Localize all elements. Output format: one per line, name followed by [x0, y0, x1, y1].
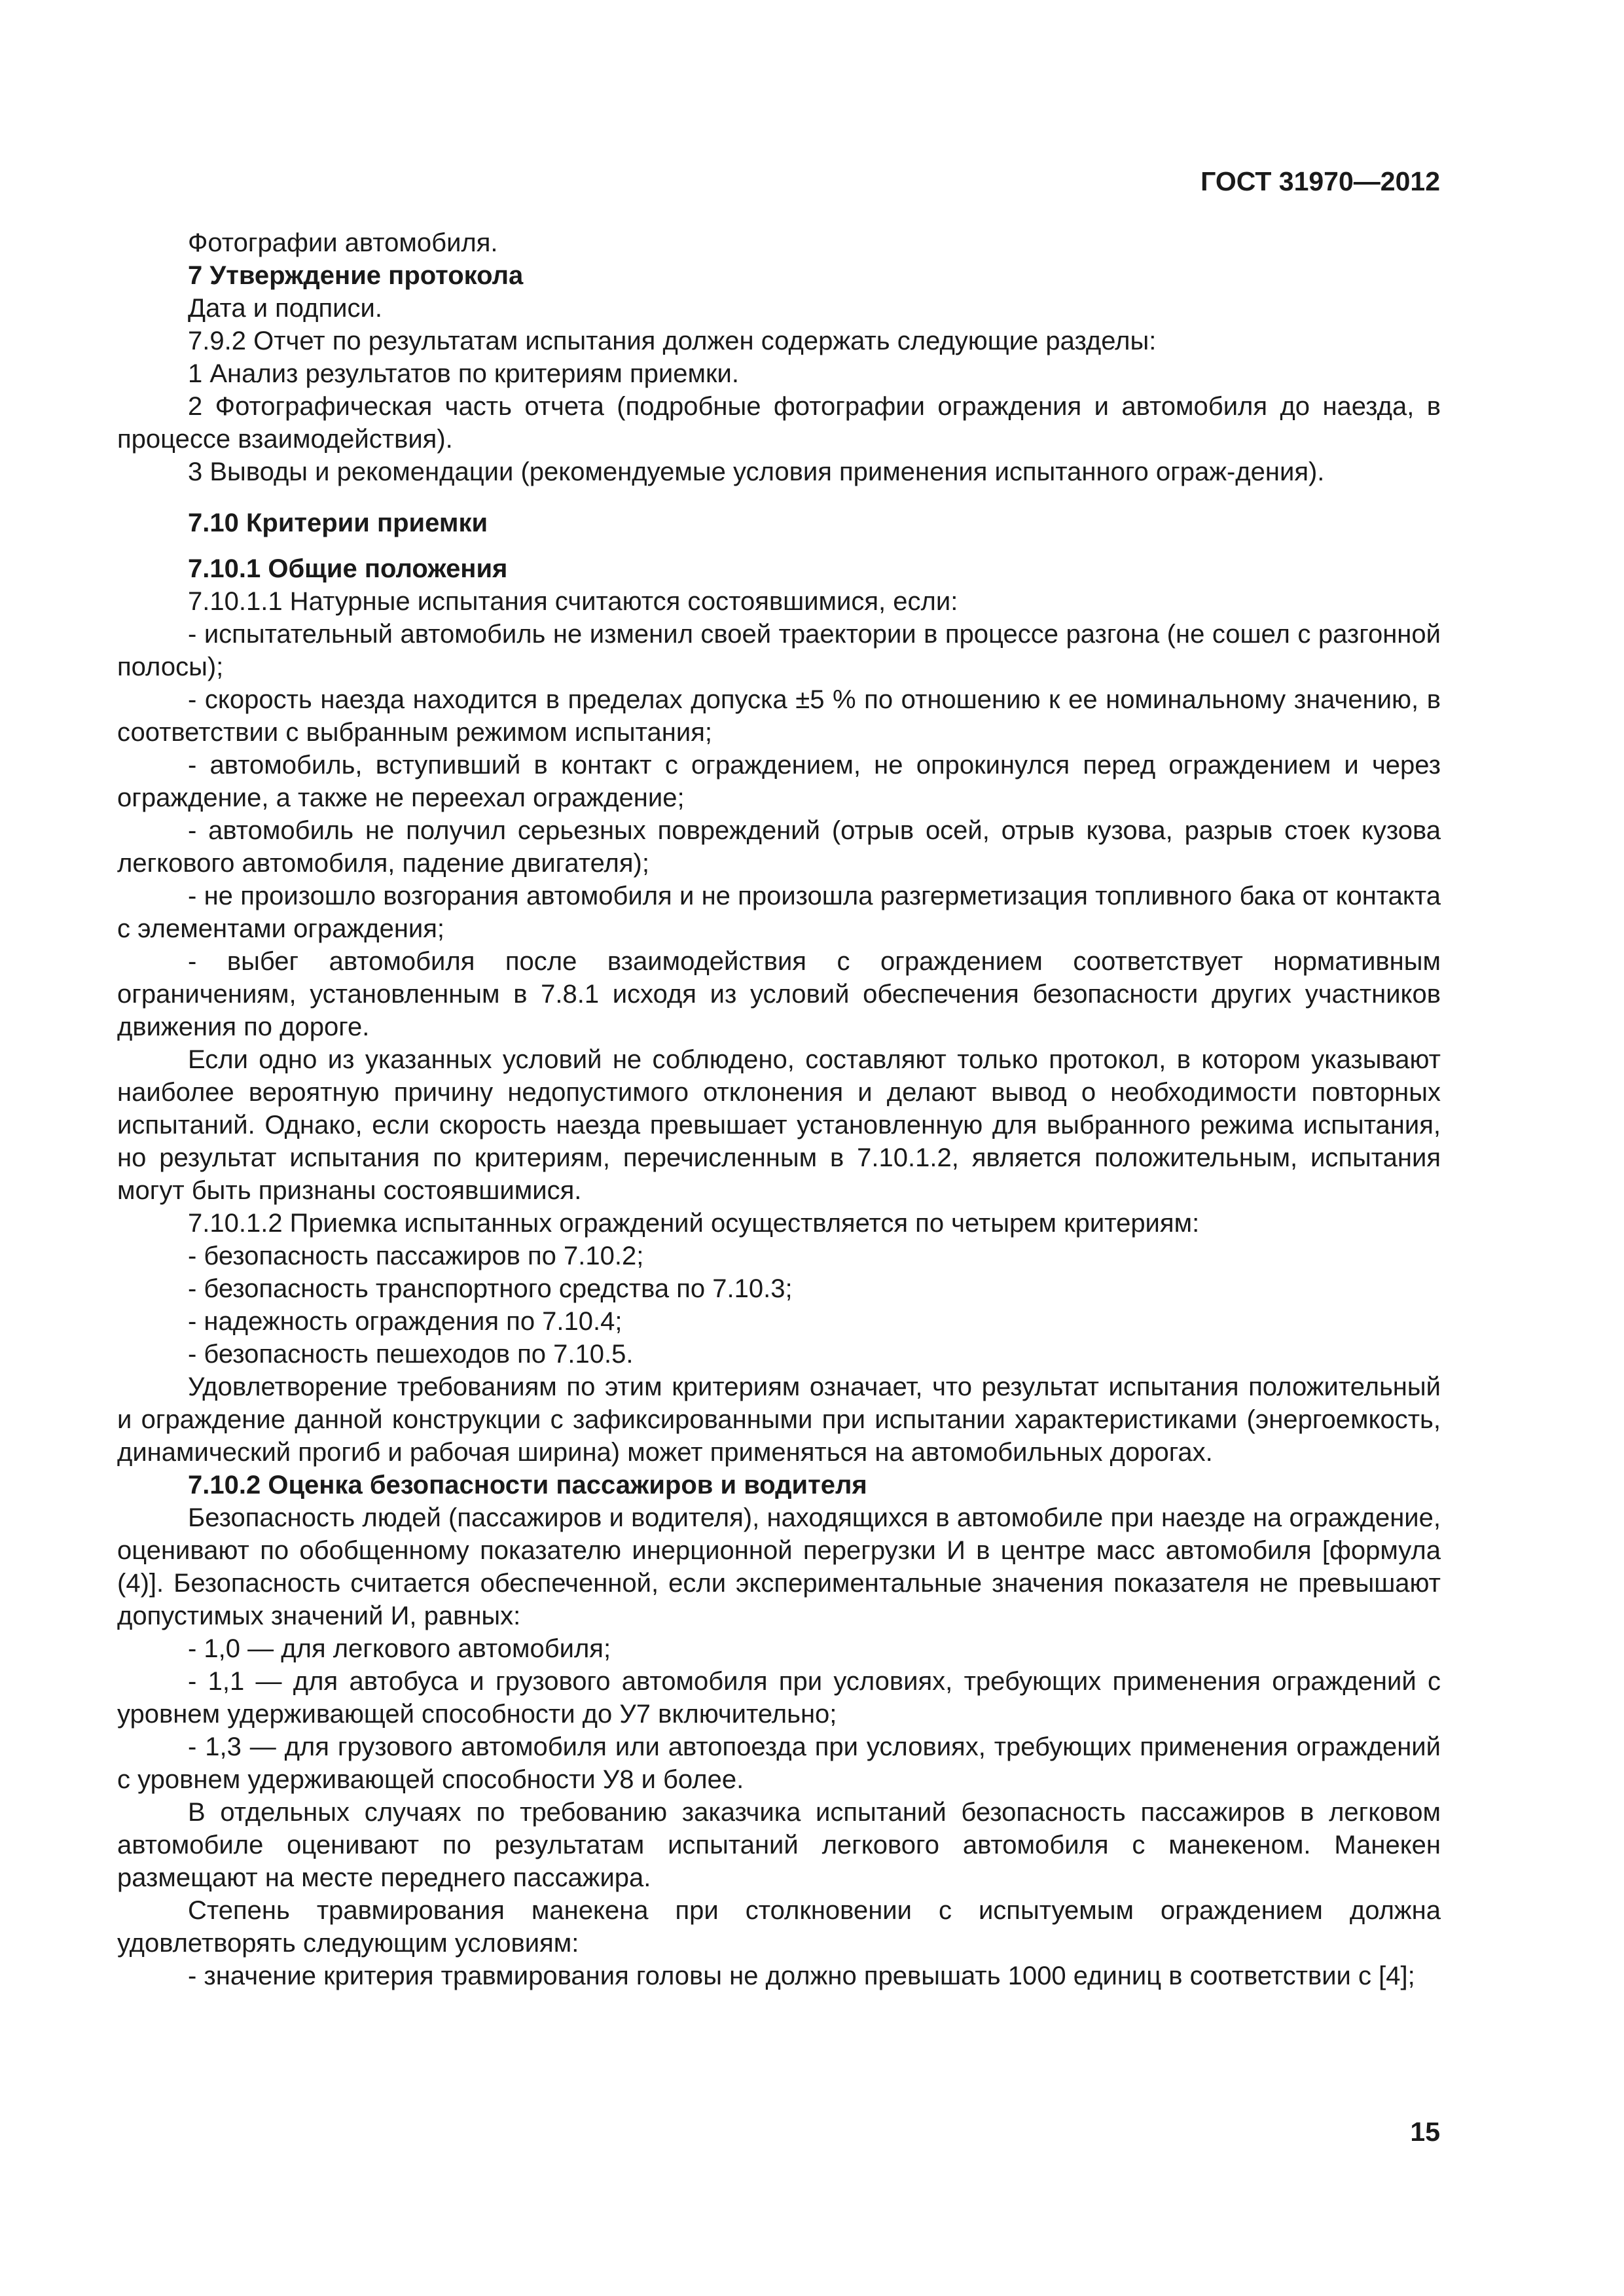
section-heading: 7 Утверждение протокола [188, 261, 524, 290]
list-item: - 1,0 — для легкового автомобиля; [188, 1634, 611, 1663]
paragraph: Удовлетворение требованиям по этим критериям означает, что результат испытания положительный и ограждение данной конструкции с зафиксированными при испытании характеристиками (энергоемкость, динамический прогиб и рабочая ширина) может применяться на автомобильных дорогах. [117, 1372, 1441, 1467]
paragraph: Фотографии автомобиля. [188, 228, 498, 257]
section-heading: 7.10 Критерии приемки [188, 509, 488, 537]
document-body [117, 226, 1441, 1992]
paragraph: 3 Выводы и рекомендации (рекомендуемые условия применения испытанного ограж-дения). [188, 457, 1325, 486]
list-item: - автомобиль не получил серьезных повреждений (отрыв осей, отрыв кузова, разрыв стоек кузова легкового автомобиля, падение двигателя); [117, 816, 1441, 878]
list-item: - значение критерия травмирования головы не должно превышать 1000 единиц в соответствии с [4]; [188, 1962, 1415, 1990]
subsection-heading: 7.10.1 Общие положения [188, 554, 508, 583]
list-item: - 1,3 — для грузового автомобиля или автопоезда при условиях, требующих применения ограждений с уровнем удерживающей способности У8 и более. [117, 1732, 1441, 1794]
list-item: - испытательный автомобиль не изменил своей траектории в процессе разгона (не сошел с разгонной полосы); [117, 620, 1441, 681]
list-item: - безопасность пешеходов по 7.10.5. [188, 1340, 634, 1369]
list-item: - скорость наезда находится в пределах допуска ±5 % по отношению к ее номинальному значению, в соответствии с выбранным режимом испытания; [117, 685, 1441, 747]
list-item: - не произошло возгорания автомобиля и не произошла разгерметизация топливного бака от контакта с элементами ограждения; [117, 882, 1441, 943]
document-id-header: ГОСТ 31970—2012 [1200, 166, 1440, 196]
paragraph: 7.10.1.1 Натурные испытания считаются состоявшимися, если: [188, 587, 958, 616]
paragraph: 7.10.1.2 Приемка испытанных ограждений осуществляется по четырем критериям: [188, 1209, 1200, 1238]
page-number: 15 [1410, 2117, 1440, 2147]
list-item: - автомобиль, вступивший в контакт с ограждением, не опрокинулся перед ограждением и через ограждение, а также не переехал ограждение; [117, 751, 1441, 812]
subsection-heading: 7.10.2 Оценка безопасности пассажиров и водителя [188, 1471, 867, 1499]
paragraph: В отдельных случаях по требованию заказчика испытаний безопасность пассажиров в легковом автомобиле оценивают по результатам испытаний легкового автомобиля с манекеном. Манекен размещают на месте переднего пассажира. [117, 1798, 1441, 1892]
list-item: - безопасность пассажиров по 7.10.2; [188, 1242, 644, 1270]
paragraph: 1 Анализ результатов по критериям приемки. [188, 359, 739, 388]
list-item: - безопасность транспортного средства по 7.10.3; [188, 1274, 793, 1303]
paragraph: Безопасность людей (пассажиров и водителя), находящихся в автомобиле при наезде на ограждение, оценивают по обобщенному показателю инерционной перегрузки И в центре масс автомобиля [формула (4)]. Безопасность считается обеспеченной, если экспериментальные значения показателя не превышают допустимых значений И, равных: [117, 1503, 1441, 1630]
paragraph: Дата и подписи. [188, 294, 382, 323]
paragraph: 2 Фотографическая часть отчета (подробные фотографии ограждения и автомобиля до наезда, в процессе взаимодействия). [117, 392, 1441, 454]
list-item: - выбег автомобиля после взаимодействия с ограждением соответствует нормативным ограничениям, установленным в 7.8.1 исходя из условий обеспечения безопасности других участников движения по дороге. [117, 947, 1441, 1041]
paragraph: Если одно из указанных условий не соблюдено, составляют только протокол, в котором указывают наиболее вероятную причину недопустимого отклонения и делают вывод о необходимости повторных испытаний. Однако, если скорость наезда превышает установленную для выбранного режима испытания, но результат испытания по критериям, перечисленным в 7.10.1.2, является положительным, испытания могут быть признаны состоявшимися. [117, 1045, 1441, 1205]
paragraph: Степень травмирования манекена при столкновении с испытуемым ограждением должна удовлетворять следующим условиям: [117, 1896, 1441, 1958]
paragraph: 7.9.2 Отчет по результатам испытания должен содержать следующие разделы: [188, 327, 1157, 355]
list-item: - 1,1 — для автобуса и грузового автомобиля при условиях, требующих применения ограждений с уровнем удерживающей способности до У7 включительно; [117, 1667, 1441, 1729]
list-item: - надежность ограждения по 7.10.4; [188, 1307, 623, 1336]
